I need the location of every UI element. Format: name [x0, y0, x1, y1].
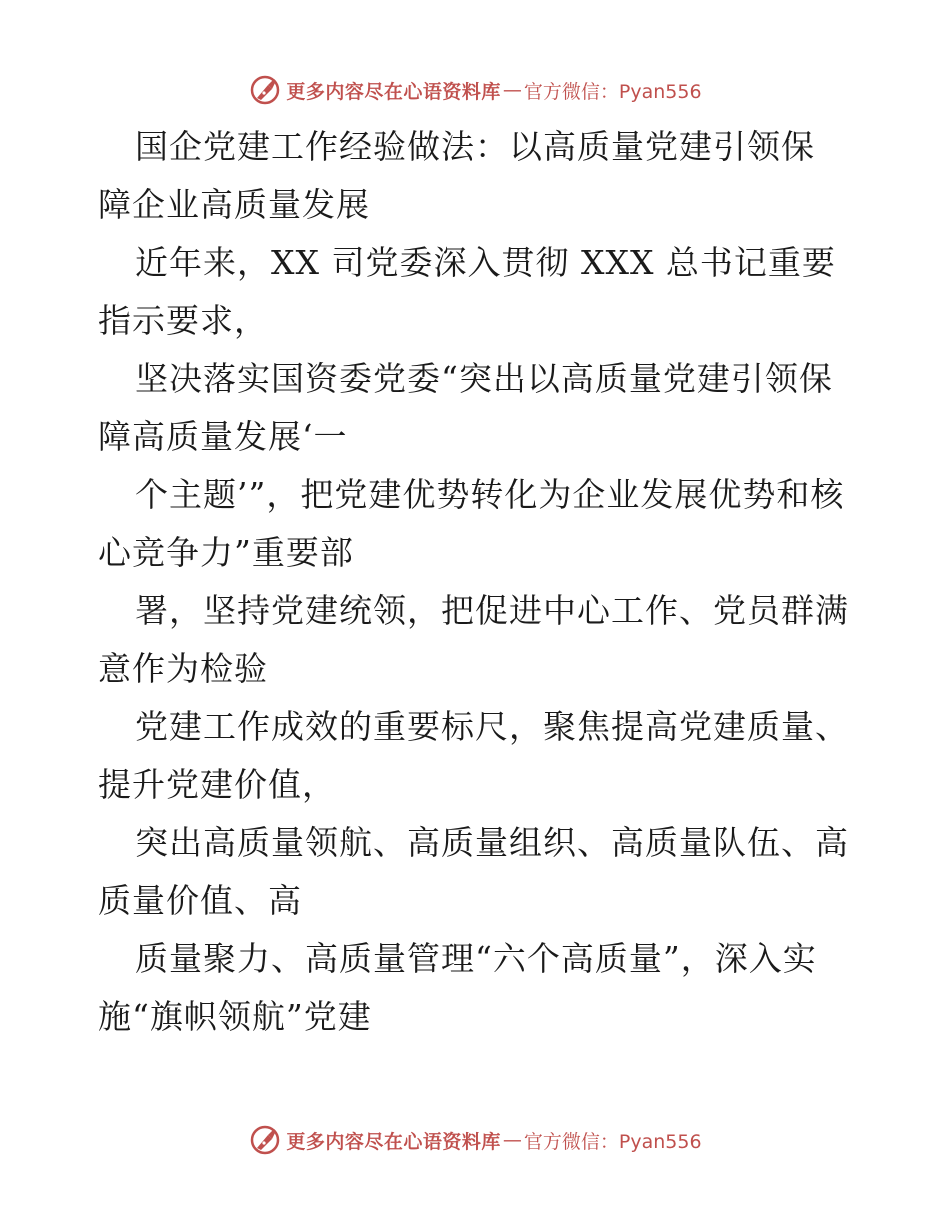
- watermark-separator: —: [502, 1129, 522, 1151]
- watermark-contact-text: 官方微信：Pyan556: [523, 80, 702, 103]
- watermark-brand-text: 更多内容尽在心语资料库: [286, 80, 501, 103]
- title-line-2: 障企业高质量发展: [98, 185, 370, 224]
- title-line-1: 国企党建工作经验做法：以高质量党建引领保: [135, 127, 815, 166]
- paragraph: 质量聚力、高质量管理“六个高质量”，深入实施“旗帜领航”党建: [98, 939, 817, 1036]
- watermark-separator: —: [502, 79, 522, 101]
- paragraph: 个主题’”，把党建优势转化为企业发展优势和核心竞争力”重要部: [98, 475, 845, 572]
- paragraph: 署，坚持党建统领，把促进中心工作、党员群满意作为检验: [98, 591, 849, 688]
- header-watermark: [0, 70, 950, 110]
- paragraph: 突出高质量领航、高质量组织、高质量队伍、高质量价值、高: [98, 823, 849, 920]
- watermark-brand-text: 更多内容尽在心语资料库: [286, 1130, 501, 1153]
- pen-nib-logo-icon: [248, 73, 282, 107]
- footer-watermark: [0, 1120, 950, 1160]
- watermark-contact-text: 官方微信：Pyan556: [523, 1130, 702, 1153]
- document-title: [98, 118, 858, 234]
- pen-nib-logo-icon: [248, 1123, 282, 1157]
- document-body: [98, 118, 858, 1046]
- paragraph: 坚决落实国资委党委“突出以高质量党建引领保障高质量发展‘一: [98, 359, 833, 456]
- paragraph: 近年来，XX 司党委深入贯彻 XXX 总书记重要指示要求，: [98, 243, 836, 340]
- paragraph: 党建工作成效的重要标尺，聚焦提高党建质量、提升党建价值，: [98, 707, 849, 804]
